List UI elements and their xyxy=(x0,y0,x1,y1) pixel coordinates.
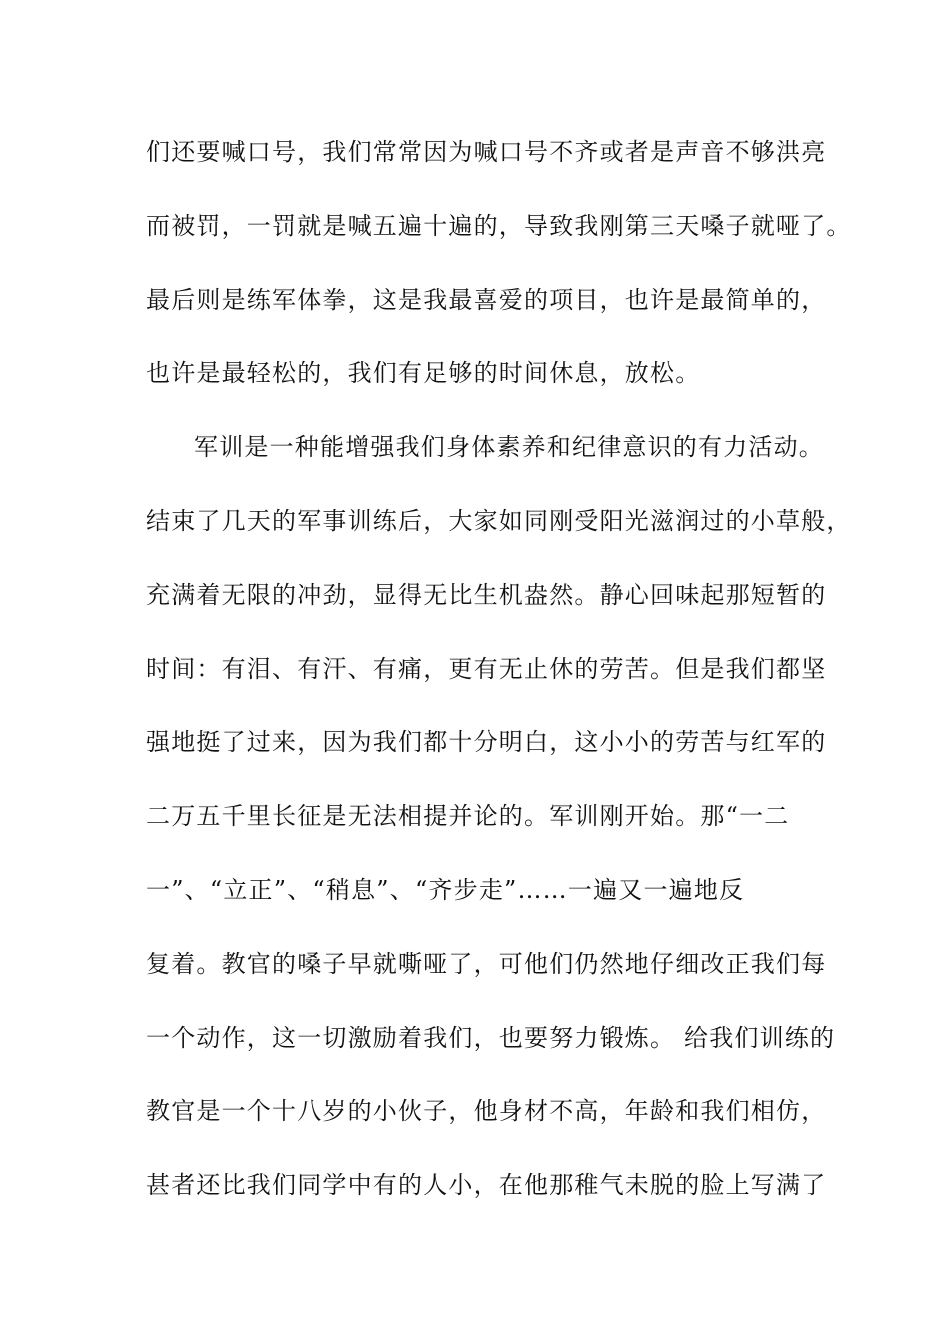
text-line: 复着。教官的嗓子早就嘶哑了，可他们仍然地仔细改正我们每 xyxy=(146,949,827,978)
text-line: 一”、“立正”、“稍息”、“齐步走”……一遍又一遍地反 xyxy=(146,875,745,904)
text-line: 教官是一个十八岁的小伙子，他身材不高，年龄和我们相仿， xyxy=(146,1097,827,1126)
text-line: 最后则是练军体拳，这是我最喜爱的项目，也许是最简单的， xyxy=(146,285,827,314)
text-line: 一个动作，这一切激励着我们，也要努力锻炼。 给我们训练的 xyxy=(146,1023,836,1052)
text-line: 强地挺了过来，因为我们都十分明白，这小小的劳苦与红军的 xyxy=(146,728,827,757)
paragraph-first-line: 军训是一种能增强我们身体素养和纪律意识的有力活动。 xyxy=(194,433,824,462)
text-line: 时间：有泪、有汗、有痛，更有无止休的劳苦。但是我们都坚 xyxy=(146,654,827,683)
text-line: 二万五千里长征是无法相提并论的。军训刚开始。那“一二 xyxy=(146,802,790,831)
text-line: 充满着无限的冲劲，显得无比生机盎然。静心回味起那短暂的 xyxy=(146,580,827,609)
text-line: 们还要喊口号，我们常常因为喊口号不齐或者是声音不够洪亮 xyxy=(146,138,827,166)
text-line: 而被罚，一罚就是喊五遍十遍的，导致我刚第三天嗓子就哑了。 xyxy=(146,211,852,240)
text-line: 甚者还比我们同学中有的人小，在他那稚气未脱的脸上写满了 xyxy=(146,1171,827,1200)
body-text xyxy=(146,129,852,1236)
text-line: 结束了几天的军事训练后，大家如同刚受阳光滋润过的小草般， xyxy=(146,506,852,535)
text-line: 也许是最轻松的，我们有足够的时间休息，放松。 xyxy=(146,359,701,388)
